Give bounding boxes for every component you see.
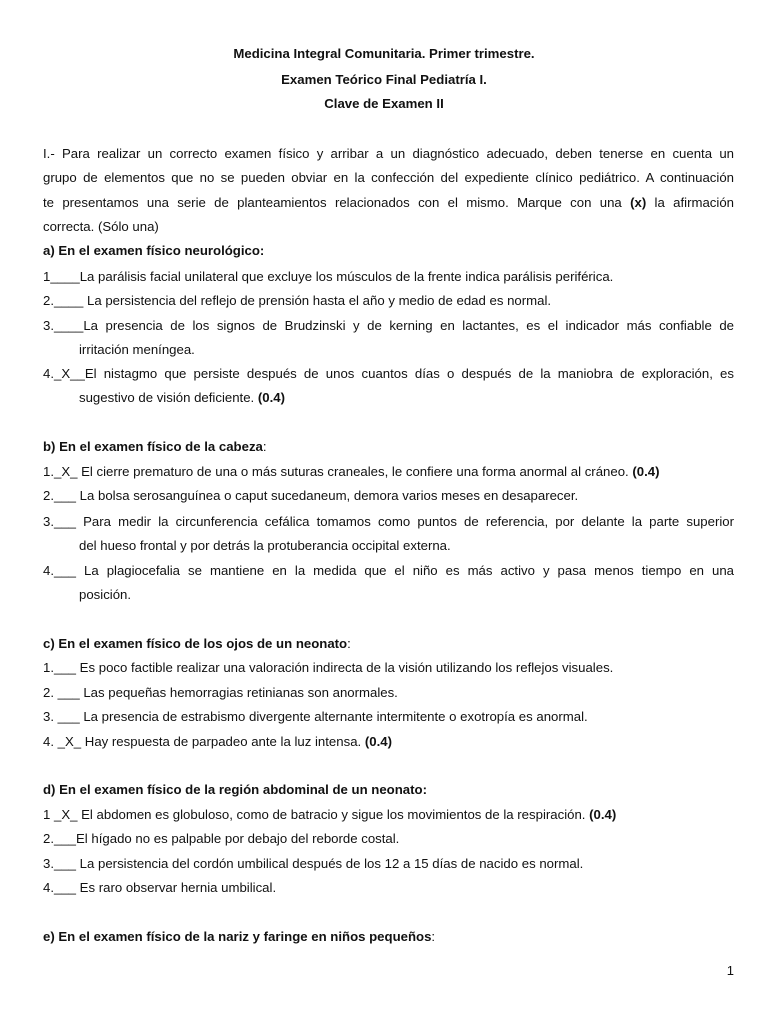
section-a-heading: a) En el examen físico neurológico:: [43, 243, 265, 258]
answer-blank: ____: [54, 293, 84, 308]
section-heading-text: e) En el examen físico de la nariz y faringe en niños pequeños: [43, 929, 432, 944]
exam-key: Clave de Examen II: [324, 96, 444, 111]
intro-line-4: correcta. (Sólo una): [43, 219, 159, 234]
item-number: 2.: [43, 831, 54, 846]
item-number: 2.: [43, 488, 54, 503]
item-text: La parálisis facial unilateral que excluye los músculos de la frente indica parálisis periférica.: [79, 269, 614, 284]
question-item: [43, 488, 578, 504]
answer-blank: ___: [57, 685, 80, 700]
item-text: El cierre prematuro de una o más suturas craneales, le confiere una forma anormal al cráneo.: [77, 464, 633, 479]
question-item: [43, 734, 392, 750]
score-value: (0.4): [257, 390, 285, 405]
question-item: [43, 685, 398, 701]
item-number: 3.: [43, 856, 54, 871]
item-number: 1: [43, 269, 51, 284]
heading-colon: :: [347, 636, 351, 651]
answer-blank: ___: [54, 880, 77, 895]
item-text: Hay respuesta de parpadeo ante la luz intensa.: [81, 734, 365, 749]
section-d-heading: d) En el examen físico de la región abdominal de un neonato:: [43, 782, 427, 797]
item-text: La presencia de los signos de Brudzinski y de kerning en lactantes, es el indicador más confiable de: [83, 318, 734, 333]
item-number: 3.: [43, 514, 54, 529]
item-number: 1.: [43, 464, 54, 479]
section-b-heading: [43, 439, 267, 455]
score-value: (0.4): [632, 464, 660, 479]
question-item: [43, 709, 588, 725]
item-number: 1: [43, 807, 54, 822]
answer-blank: ____: [54, 318, 84, 333]
answer-blank: ____: [50, 269, 80, 284]
section-heading-text: b) En el examen físico de la cabeza: [43, 439, 263, 454]
exam-title: Examen Teórico Final Pediatría I.: [281, 72, 487, 87]
heading-colon: :: [431, 929, 436, 944]
question-item: [43, 366, 734, 382]
item-text: Es poco factible realizar una valoración indirecta de la visión utilizando los reflejos visuales.: [76, 660, 614, 675]
section-heading-text: c) En el examen físico de los ojos de un neonato: [43, 636, 348, 651]
section-c-heading: [43, 636, 351, 652]
answer-blank-marked: _X_: [54, 807, 78, 822]
item-text: El nistagmo que persiste después de unos cuantos días o después de la maniobra de exploración, es: [84, 366, 734, 381]
item-text-continued: irritación meníngea.: [79, 342, 195, 357]
item-text: La bolsa serosanguínea o caput sucedaneum, demora varios meses en desaparecer.: [76, 488, 579, 503]
item-number: 4.: [43, 734, 58, 749]
question-item: [43, 563, 734, 579]
question-item: [43, 856, 583, 872]
intro-line-1: I.- Para realizar un correcto examen físico y arribar a un diagnóstico adecuado, deben tenerse en cuenta un: [43, 146, 734, 161]
mark-symbol: (x): [630, 195, 647, 210]
question-item: [43, 318, 734, 334]
item-text-continued: del hueso frontal y por detrás la protuberancia occipital externa.: [79, 538, 451, 553]
item-text: El hígado no es palpable por debajo del reborde costal.: [76, 831, 400, 846]
item-text: Las pequeñas hemorragias retinianas son anormales.: [79, 685, 398, 700]
answer-blank: ___: [54, 563, 77, 578]
question-item: [43, 293, 551, 309]
answer-blank-marked: _X__: [54, 366, 85, 381]
intro-line-3-text: te presentamos una serie de planteamientos relacionados con el mismo. Marque con una: [43, 195, 631, 210]
score-value: (0.4): [589, 807, 617, 822]
answer-blank: ___: [54, 514, 77, 529]
item-number: 3.: [43, 318, 54, 333]
question-item: [43, 831, 399, 847]
doc-title: Medicina Integral Comunitaria. Primer trimestre.: [233, 46, 535, 61]
item-number: 4.: [43, 880, 54, 895]
item-number: 2.: [43, 685, 58, 700]
item-number: 4.: [43, 366, 54, 381]
score-value: (0.4): [364, 734, 392, 749]
item-number: 1.: [43, 660, 54, 675]
item-text: La persistencia del cordón umbilical después de los 12 a 15 días de nacido es normal.: [76, 856, 584, 871]
question-item: [43, 464, 659, 480]
intro-line-2: grupo de elementos que no se pueden obviar en la confección del expediente clínico pediátrico. A continuación: [43, 170, 734, 185]
item-text: La presencia de estrabismo divergente alternante intermitente o exotropía es anormal.: [79, 709, 588, 724]
answer-blank: ___: [54, 856, 77, 871]
item-number: 2.: [43, 293, 54, 308]
item-text: Para medir la circunferencia cefálica tomamos como puntos de referencia, por delante la parte superior: [76, 514, 734, 529]
section-e-heading: [43, 929, 435, 945]
answer-blank: ___: [54, 831, 77, 846]
item-text-continued: posición.: [79, 587, 132, 602]
question-item: [43, 660, 613, 676]
question-item: [43, 807, 616, 823]
item-text: La plagiocefalia se mantiene en la medida que el niño es más activo y pasa menos tiempo en una: [76, 563, 734, 578]
answer-blank-marked: _X_: [54, 464, 78, 479]
item-number: 4.: [43, 563, 54, 578]
item-text: Es raro observar hernia umbilical.: [76, 880, 277, 895]
intro-line-3-end: la afirmación: [646, 195, 734, 210]
intro-line-3: [43, 195, 734, 211]
answer-blank: ___: [57, 709, 80, 724]
item-text: La persistencia del reflejo de prensión hasta el año y medio de edad es normal.: [83, 293, 552, 308]
answer-blank: ___: [54, 660, 77, 675]
item-text: El abdomen es globuloso, como de batracio y sigue los movimientos de la respiración.: [77, 807, 590, 822]
item-number: 3.: [43, 709, 58, 724]
heading-colon: :: [262, 439, 267, 454]
item-text-continued: [79, 390, 285, 406]
page-number: 1: [726, 963, 734, 978]
answer-blank-marked: _X_: [57, 734, 82, 749]
question-item: [43, 880, 276, 896]
item-text: sugestivo de visión deficiente.: [79, 390, 258, 405]
question-item: [43, 514, 734, 530]
question-item: [43, 269, 613, 285]
answer-blank: ___: [54, 488, 77, 503]
